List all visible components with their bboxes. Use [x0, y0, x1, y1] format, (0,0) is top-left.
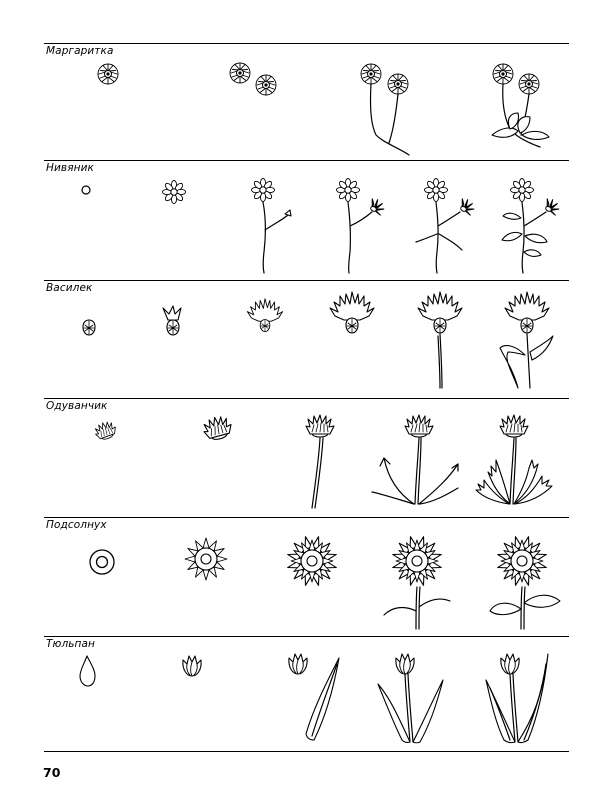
section-sunflower — [44, 517, 569, 632]
section-dandelion — [44, 398, 569, 516]
section-cornflower — [44, 280, 569, 392]
section-label-oxeye-daisy: Нивяник — [46, 162, 94, 174]
section-label-tulip: Тюльпан — [46, 638, 96, 650]
section-daisy — [44, 43, 569, 158]
section-tulip — [44, 636, 569, 751]
section-label-dandelion: Одуванчик — [46, 400, 108, 412]
daisy-steps-icon — [44, 43, 569, 158]
sunflower-steps-icon — [44, 517, 569, 632]
cornflower-steps-icon — [44, 280, 569, 392]
page-bottom-divider — [44, 751, 569, 752]
section-label-daisy: Маргаритка — [46, 45, 114, 57]
dandelion-steps-icon — [44, 398, 569, 516]
section-label-cornflower: Василек — [46, 282, 93, 294]
oxeye-daisy-steps-icon — [44, 160, 569, 275]
page-number: 70 — [43, 765, 61, 780]
section-label-sunflower: Подсолнух — [46, 519, 107, 531]
tulip-steps-icon — [44, 636, 569, 751]
section-oxeye-daisy — [44, 160, 569, 275]
